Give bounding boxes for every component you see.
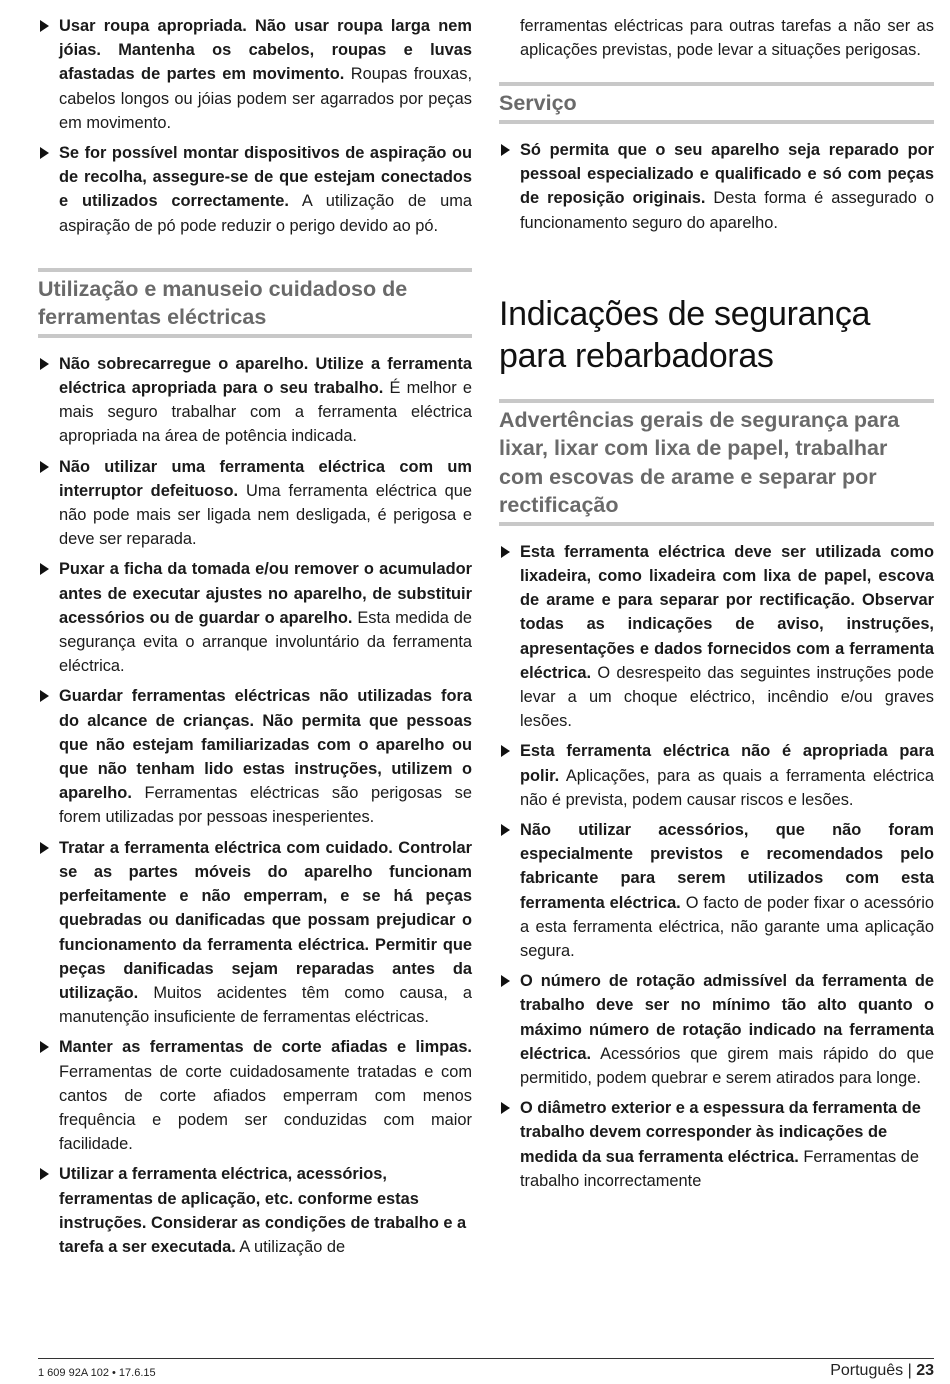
item-bold: Esta ferramenta eléctrica deve ser utilizada como lixadeira, como lixadeira com lixa de papel, escova de arame e para separar por rectificação. Observar todas as indicações de aviso, instruções, apresentações e dados fornecidos com a ferramenta eléctrica. [520, 542, 934, 682]
list-item [499, 969, 934, 1090]
list-item [38, 557, 472, 678]
bullet-arrow-icon [501, 824, 510, 836]
chapter-title: Indicações de segurança para rebarbadoras [499, 294, 871, 375]
item-text: Muitos acidentes têm como causa, a manutenção insuficiente de ferramentas eléctricas. [59, 983, 472, 1027]
item-bold: Tratar a ferramenta eléctrica com cuidado. Controlar se as partes móveis do aparelho funcionam perfeitamente e não emperram, e se há peças quebradas ou danificadas que possam prejudicar o funcionamento da ferramenta eléctrica. Permitir que peças danificadas sejam reparadas antes da utilização. [59, 838, 472, 1002]
footer-separator: | [907, 1362, 912, 1379]
continuation-text: ferramentas eléctricas para outras tarefas a não ser as aplicações previstas, pode levar a situações perigosas. [520, 17, 934, 60]
bullet-arrow-icon [501, 546, 510, 558]
bullet-arrow-icon [40, 358, 49, 370]
footer-divider [38, 1358, 934, 1359]
list-item [38, 684, 472, 829]
left-column [38, 14, 472, 1265]
item-bold: Usar roupa apropriada. Não usar roupa larga nem jóias. Mantenha os cabelos, roupas e luvas afastadas de partes em movimento. [59, 17, 472, 84]
item-text: Roupas frouxas, cabelos longos ou jóias podem ser agarrados por peças em movimento. [59, 65, 472, 132]
item-bold: Só permita que o seu aparelho seja reparado por pessoal especializado e qualificado e só com peças de reposição originais. [520, 140, 934, 208]
item-bold: Não sobrecarregue o aparelho. Utilize a ferramenta eléctrica apropriada para o seu trabalho. [59, 354, 472, 398]
list-item [499, 739, 934, 812]
bullet-arrow-icon [40, 20, 49, 32]
bullet-arrow-icon [501, 1102, 510, 1114]
right-column [499, 14, 934, 1199]
item-bold: Se for possível montar dispositivos de aspiração ou de recolha, assegure-se de que estejam conectados e utilizados correctamente. [59, 144, 472, 211]
item-text: Acessórios que girem mais rápido do que permitido, podem quebrar e serem atirados para longe. [520, 1044, 934, 1087]
item-text: O facto de poder fixar o acessório a esta ferramenta eléctrica, não garante uma aplicação segura. [520, 893, 934, 960]
bullet-arrow-icon [40, 461, 49, 473]
bullet-arrow-icon [40, 1168, 49, 1180]
item-bold: Manter as ferramentas de corte afiadas e limpas. [59, 1038, 472, 1057]
item-text: Uma ferramenta eléctrica que não pode mais ser ligada nem desligada, é perigosa e deve ser reparada. [59, 481, 472, 549]
page-number: 23 [916, 1362, 934, 1379]
item-bold: Guardar ferramentas eléctricas não utilizadas fora do alcance de crianças. Não permita que pessoas que não estejam familiarizadas com o aparelho ou que não tenham lido estas instruções, utilizem o aparelho. [59, 687, 472, 803]
list-item [38, 455, 472, 552]
item-bold: O diâmetro exterior e a espessura da ferramenta de trabalho devem corresponder às indicações de medida da sua ferramenta eléctrica. [520, 1099, 921, 1166]
bullet-arrow-icon [501, 745, 510, 757]
bullet-arrow-icon [501, 144, 510, 156]
list-item [499, 1096, 934, 1193]
item-bold: O número de rotação admissível da ferramenta de trabalho deve ser no mínimo tão alto quanto o máximo número de rotação indicado na ferramenta eléctrica. [520, 972, 934, 1063]
list-item [38, 836, 472, 1030]
bullet-arrow-icon [40, 842, 49, 854]
item-text: O desrespeito das seguintes instruções pode levar a um choque eléctrico, incêndio e/ou graves lesões. [520, 663, 934, 731]
item-text: Ferramentas de trabalho incorrectamente [520, 1147, 920, 1190]
item-bold: Não utilizar uma ferramenta eléctrica com um interruptor defeituoso. [59, 457, 472, 500]
item-text: Ferramentas de corte cuidadosamente tratadas e com cantos de corte afiados emperram com menos frequência e podem ser conduzidas com maior facilidade. [59, 1062, 472, 1154]
item-bold: Não utilizar acessórios, que não foram especialmente previstos e recomendados pelo fabricante para serem utilizados com esta ferramenta eléctrica. [520, 820, 934, 912]
section-heading-general-warnings: Advertências gerais de segurança para lixar, lixar com lixa de papel, trabalhar com escovas de arame e separar por rectificação [499, 399, 934, 526]
item-text: Desta forma é assegurado o funcionamento seguro do aparelho. [520, 189, 935, 232]
list-item [499, 540, 934, 734]
item-text: A utilização de [235, 1237, 346, 1256]
item-bold: Utilizar a ferramenta eléctrica, acessórios, ferramentas de aplicação, etc. conforme estas instruções. Considerar as condições de trabalho e a tarefa a ser executada. [59, 1165, 467, 1256]
item-text: Aplicações, para as quais a ferramenta eléctrica não é prevista, podem causar riscos e lesões. [520, 766, 934, 809]
list-item [499, 138, 934, 235]
list-item [499, 818, 934, 963]
section-heading-service: Serviço [499, 82, 934, 124]
item-text: É melhor e mais seguro trabalhar com a ferramenta eléctrica apropriada na área de potência indicada. [59, 379, 473, 446]
footer-doc-code: 1 609 92A 102 • 17.6.15 [38, 1367, 156, 1379]
list-item [38, 352, 472, 449]
bullet-arrow-icon [40, 147, 49, 159]
item-text: Esta medida de segurança evita o arranque involuntário da ferramenta eléctrica. [59, 608, 473, 676]
footer-language: Português [830, 1362, 904, 1379]
bullet-arrow-icon [40, 563, 49, 575]
item-text: A utilização de uma aspiração de pó pode reduzir o perigo devido ao pó. [59, 192, 472, 235]
bullet-arrow-icon [40, 1041, 49, 1053]
bullet-arrow-icon [40, 690, 49, 702]
section-heading: Utilização e manuseio cuidadoso de ferramentas eléctricas [38, 268, 472, 338]
footer-page-info [830, 1362, 934, 1380]
list-item [38, 1162, 472, 1259]
item-bold: Puxar a ficha da tomada e/ou remover o acumulador antes de executar ajustes no aparelho, de substituir acessórios ou de guardar o aparelho. [59, 560, 472, 627]
list-item [38, 1035, 472, 1156]
bullet-arrow-icon [501, 975, 510, 987]
list-item [38, 141, 472, 238]
list-item [38, 14, 472, 135]
item-bold: Esta ferramenta eléctrica não é apropriada para polir. [520, 742, 934, 785]
item-text: Ferramentas eléctricas são perigosas se forem utilizadas por pessoas inesperientes. [59, 784, 472, 827]
